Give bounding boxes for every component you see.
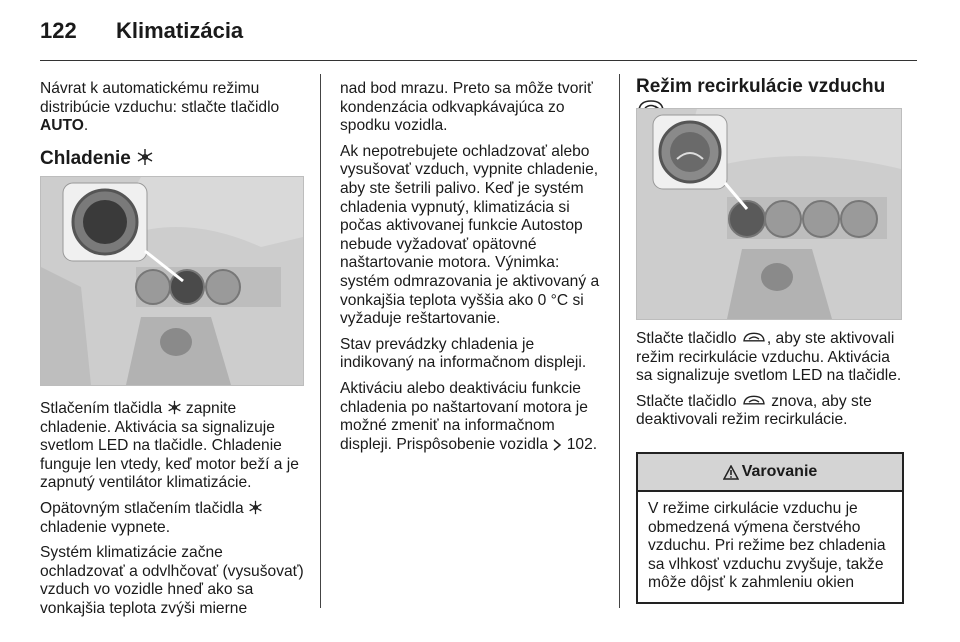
column-3-text (636, 330, 904, 437)
figure-cooling-button (40, 176, 304, 386)
warning-text: V režime cirkulácie vzduchu je obmedzená výmena čerstvého vzduchu. Pri režime bez chladenia sa vlhkosť vzduchu zvyšuje, takže môže dôjsť k zahmleniu okien (648, 500, 886, 592)
dashboard-illustration (41, 177, 303, 385)
dashboard-illustration (637, 109, 901, 319)
auto-label: AUTO (40, 117, 84, 135)
column-1-lower (40, 400, 306, 626)
page-title: Klimatizácia (116, 18, 244, 43)
cooling-paragraph-2: Opätovným stlačením tlačidla chladenie vypnete. (40, 500, 306, 537)
col2-paragraph-3: Stav prevádzky chladenia je indikovaný na informačnom displeji. (340, 335, 587, 372)
section-heading-recirculation: Režim recirkulácie vzduchu (636, 78, 902, 117)
section-heading-cooling: Chladenie (40, 148, 306, 169)
col2-paragraph-4: Aktiváciu alebo deaktiváciu funkcie chladenia po naštartovaní motora je možné zmeniť na informačnom displeji. Prispôsobenie vozidla 102. (340, 379, 598, 453)
snowflake-icon (248, 500, 263, 515)
col2-paragraph-1: nad bod mrazu. Preto sa môže tvoriť kondenzácia odkvapkávajúca zo spodku vozidla. (340, 80, 593, 135)
recirculation-icon (741, 330, 767, 345)
cooling-paragraph-3: Systém klimatizácie začne ochladzovať a odvlhčovať (vysušovať) vzduch vo vozidle hneď ako sa vonkajšia teplota zvýši mierne (40, 544, 304, 617)
recirculation-icon (741, 393, 767, 408)
column-divider-1 (320, 74, 321, 608)
warning-box (636, 452, 904, 604)
page-reference-link[interactable]: 102. (566, 435, 598, 453)
col2-paragraph-2: Ak nepotrebujete ochladzovať alebo vysušovať vzduch, vypnite chladenie, aby ste šetrili palivo. Keď je systém chladenia vypnutý, klimatizácia si počas aktivovanej funkcie Autostop nebude vyžadovať opätovné naštartovanie motora. Výnimka: systém odmrazovania je aktivovaný a vonkajšia teplota vyššia ako 0 °C si vyžaduje reštartovanie. (340, 142, 600, 328)
arrow-right-icon (552, 439, 562, 451)
column-2 (340, 80, 606, 461)
recirc-paragraph-2: Stlačte tlačidlo znova, aby ste deaktivovali režim recirkulácie. (636, 392, 872, 429)
cooling-paragraph-1: Stlačením tlačidla zapnite chladenie. Aktivácia sa signalizuje svetlom LED na tlačidle. Chladenie funguje len vtedy, keď motor beží a je zapnutý ventilátor klimatizácie. (40, 400, 299, 492)
warning-title: Varovanie (741, 463, 818, 480)
warning-header (638, 454, 902, 492)
page-number: 122 (40, 18, 77, 43)
intro-paragraph: Návrat k automatickému režimu distribúcie vzduchu: stlačte tlačidlo AUTO. (40, 80, 280, 135)
snowflake-icon (136, 148, 154, 166)
warning-triangle-icon (723, 465, 739, 480)
column-1 (40, 80, 306, 168)
header-rule (40, 60, 917, 61)
snowflake-icon (167, 400, 182, 415)
column-divider-2 (619, 74, 620, 608)
figure-recirculation-button (636, 108, 902, 320)
page-header (40, 18, 920, 58)
recirc-paragraph-1: Stlačte tlačidlo , aby ste aktivovali režim recirkulácie vzduchu. Aktivácia sa signalizuje svetlom LED na tlačidle. (636, 330, 902, 385)
